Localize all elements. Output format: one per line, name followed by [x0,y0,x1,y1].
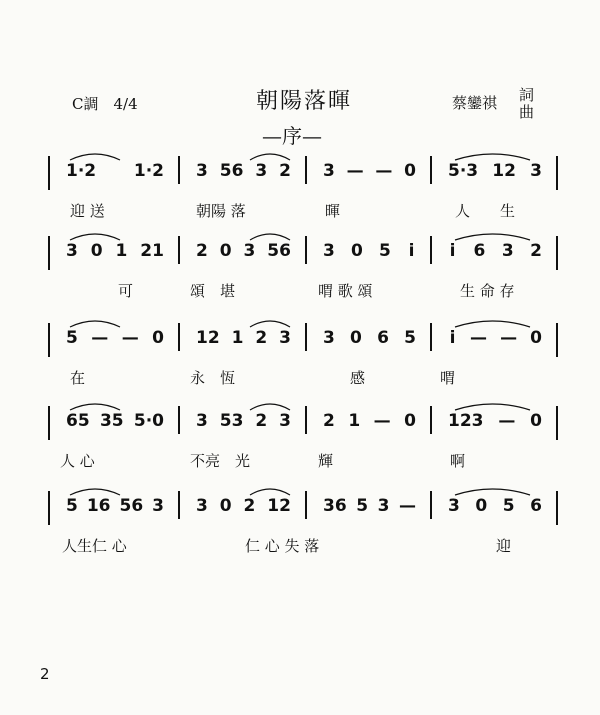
lyric: 人生仁 心 [62,537,127,555]
lyric: 在 [70,369,86,387]
lyric: 迎 [496,537,512,555]
note: 1 [348,411,361,431]
lyric: 感 [350,369,366,387]
lyric: 人 心 [60,452,95,470]
credit-lyrics: 詞 [519,86,535,104]
note: 2 [323,411,335,431]
note: 1 [231,328,244,348]
note: 6 [377,328,389,348]
note: 56 [267,241,291,261]
note: 5 [356,496,369,516]
lyric: 喟 歌 頌 [318,282,373,300]
slur [455,404,530,410]
note: 0 [530,411,542,431]
note: — [373,411,391,431]
note: 2 [243,496,256,516]
staff [0,398,600,488]
note: 12 [267,496,291,516]
slur-marks [0,315,600,355]
note: 53 [219,411,244,431]
note: 0 [404,161,416,181]
lyric: 迎 送 [70,202,105,220]
note: 3 [196,496,208,516]
note: 0 [350,328,362,348]
lyric: 人 生 [455,202,516,220]
note: 5 [379,241,391,261]
note: — [498,411,516,431]
note: 0 [219,496,232,516]
note: 65 [66,411,90,431]
note: 3 [196,161,208,181]
note: 21 [140,241,164,261]
staff [0,148,600,238]
note: 56 [119,496,144,516]
slur [455,234,530,240]
note: — [500,328,518,348]
slur [70,154,120,160]
staff [0,228,600,318]
lyric: 永 恆 [190,369,236,387]
slur [70,321,120,327]
note: 3 [448,496,460,516]
note: 0 [475,496,488,516]
note: — [121,328,139,348]
note: 56 [219,161,244,181]
credit-music: 曲 [519,103,535,121]
staff [0,315,600,405]
note: 1·2 [133,161,164,181]
note: 6 [530,496,542,516]
slur [455,321,530,327]
slur-marks [0,148,600,188]
note: — [346,161,364,181]
slur [250,489,290,495]
note: 3 [377,496,390,516]
lyric: 仁 心 失 落 [245,537,320,555]
slur-marks [0,398,600,438]
lyric: 輝 [318,452,334,470]
note: — [91,328,109,348]
note: 0 [530,328,542,348]
note: 0 [90,241,103,261]
section-label: —序— [262,124,322,148]
note: 3 [255,161,268,181]
note: 5 [66,328,78,348]
note: 123 [448,411,484,431]
slur [250,234,290,240]
note: 3 [530,161,542,181]
page-number: 2 [40,665,50,683]
note: 5·3 [448,161,479,181]
note: i [449,328,456,348]
note: — [375,161,393,181]
slur [250,404,290,410]
note: — [470,328,488,348]
author-name: 蔡鑾祺 [452,94,498,112]
note: 2 [530,241,542,261]
note: 0 [351,241,363,261]
slur-marks [0,483,600,523]
slur [70,404,120,410]
lyric: 喟 [440,369,456,387]
slur [250,154,290,160]
note: 0 [219,241,232,261]
note: 3 [66,241,78,261]
note: 1·2 [66,161,97,181]
note: 2 [196,241,208,261]
note: 3 [196,411,208,431]
note: 0 [152,328,164,348]
note: 2 [255,328,268,348]
note: i [449,241,456,261]
note: 5·0 [133,411,164,431]
note: 2 [279,161,291,181]
note: 3 [323,328,335,348]
slur [70,489,120,495]
note: 12 [196,328,220,348]
note: 3 [323,161,335,181]
note: 12 [492,161,516,181]
note: 3 [152,496,164,516]
lyric: 生 命 存 [460,282,515,300]
slur-marks [0,228,600,268]
note: i [408,241,415,261]
slur [455,489,530,495]
note: 5 [404,328,416,348]
note: 3 [501,241,514,261]
staff [0,483,600,573]
slur [455,154,530,160]
key-signature: C調 4/4 [72,95,138,113]
note: 1 [115,241,128,261]
note: 5 [66,496,78,516]
slur [70,234,120,240]
note: 36 [323,496,347,516]
note: 3 [323,241,335,261]
song-title: 朝陽落暉 [256,89,353,114]
lyric: 朝陽 落 [196,202,246,220]
note: 3 [279,411,291,431]
note: 6 [473,241,486,261]
note: 3 [279,328,291,348]
note: 16 [86,496,111,516]
note: 0 [404,411,416,431]
slur [250,321,290,327]
note: 2 [255,411,268,431]
lyric: 啊 [450,452,466,470]
lyric: 可 [118,282,134,300]
lyric: 暉 [325,202,341,220]
note: 5 [502,496,515,516]
note: 35 [99,411,124,431]
note: 3 [243,241,256,261]
note: — [399,496,416,516]
lyric: 頌 堪 [190,282,236,300]
lyric: 不亮 光 [190,452,251,470]
